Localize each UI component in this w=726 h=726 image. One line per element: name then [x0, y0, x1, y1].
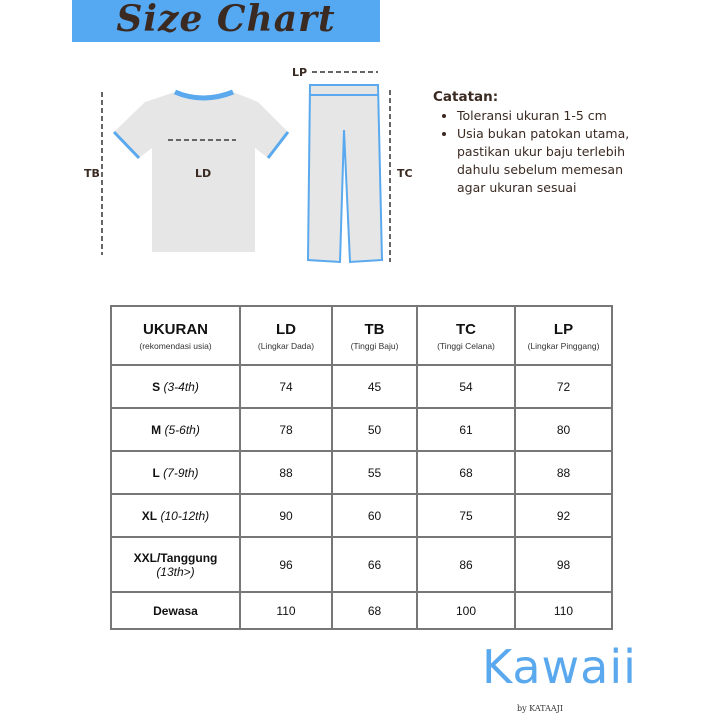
table-row [111, 537, 612, 592]
page-title: Size Chart [116, 0, 336, 40]
header-sub: (rekomendasi usia) [139, 340, 212, 351]
cell-ld: 96 [240, 537, 332, 592]
pants-icon [308, 85, 382, 262]
header-sub: (Lingkar Dada) [257, 340, 315, 351]
cell-tc: 61 [417, 408, 515, 451]
age-label: (10-12th) [160, 508, 210, 523]
cell-ld: 88 [240, 451, 332, 494]
header-title: TC [456, 320, 476, 338]
cell-lp: 72 [515, 365, 612, 408]
cell-tc: 68 [417, 451, 515, 494]
cell-tc: 54 [417, 365, 515, 408]
cell-ld: 78 [240, 408, 332, 451]
table-row [111, 408, 612, 451]
tb-label: TB [84, 167, 100, 180]
size-table [110, 305, 613, 630]
cell-lp: 110 [515, 592, 612, 629]
header-sub: (Tinggi Celana) [437, 340, 495, 351]
cell-lp: 88 [515, 451, 612, 494]
age-label: (13th>) [156, 564, 195, 579]
ld-label: LD [195, 167, 212, 180]
header-title: LD [276, 320, 296, 338]
lp-label: LP [292, 66, 308, 79]
note-item: • Toleransi ukuran 1-5 cm [457, 107, 633, 125]
size-label: S [152, 379, 161, 394]
cell-tb: 45 [332, 365, 417, 408]
header-title: UKURAN [143, 320, 208, 338]
kawaii-logo: Kawaii [482, 640, 637, 694]
tc-label: TC [397, 167, 413, 180]
age-label: (5-6th) [164, 422, 200, 437]
cell-lp: 98 [515, 537, 612, 592]
cell-tb: 50 [332, 408, 417, 451]
table-row [111, 592, 612, 629]
logo-byline: by KATAAJI [517, 704, 563, 713]
table-row [111, 494, 612, 537]
cell-lp: 92 [515, 494, 612, 537]
cell-ld: 110 [240, 592, 332, 629]
notes-heading: Catatan: [433, 89, 499, 105]
cell-lp: 80 [515, 408, 612, 451]
size-label: L [152, 465, 160, 480]
cell-tb: 55 [332, 451, 417, 494]
size-label: XXL/Tanggung [133, 550, 218, 565]
table-row [111, 365, 612, 408]
cell-tb: 66 [332, 537, 417, 592]
header-title: LP [553, 320, 574, 338]
size-label: M [151, 422, 162, 437]
header-sub: (Tinggi Baju) [350, 340, 399, 351]
cell-tc: 75 [417, 494, 515, 537]
note-item: • Usia bukan patokan utama, pastikan ukur baju terlebih dahulu sebelum memesan agar ukuran sesuai [457, 125, 633, 197]
cell-tb: 68 [332, 592, 417, 629]
size-label: Dewasa [153, 603, 198, 618]
notes [433, 88, 633, 197]
header-sub: (Lingkar Pinggang) [527, 340, 600, 351]
age-label: (3-4th) [163, 379, 199, 394]
table-row [111, 451, 612, 494]
cell-ld: 90 [240, 494, 332, 537]
cell-tb: 60 [332, 494, 417, 537]
age-label: (7-9th) [163, 465, 199, 480]
cell-ld: 74 [240, 365, 332, 408]
cell-tc: 86 [417, 537, 515, 592]
size-label: XL [141, 508, 158, 523]
table-header-row [111, 306, 612, 365]
cell-tc: 100 [417, 592, 515, 629]
header-title: TB [364, 320, 385, 338]
